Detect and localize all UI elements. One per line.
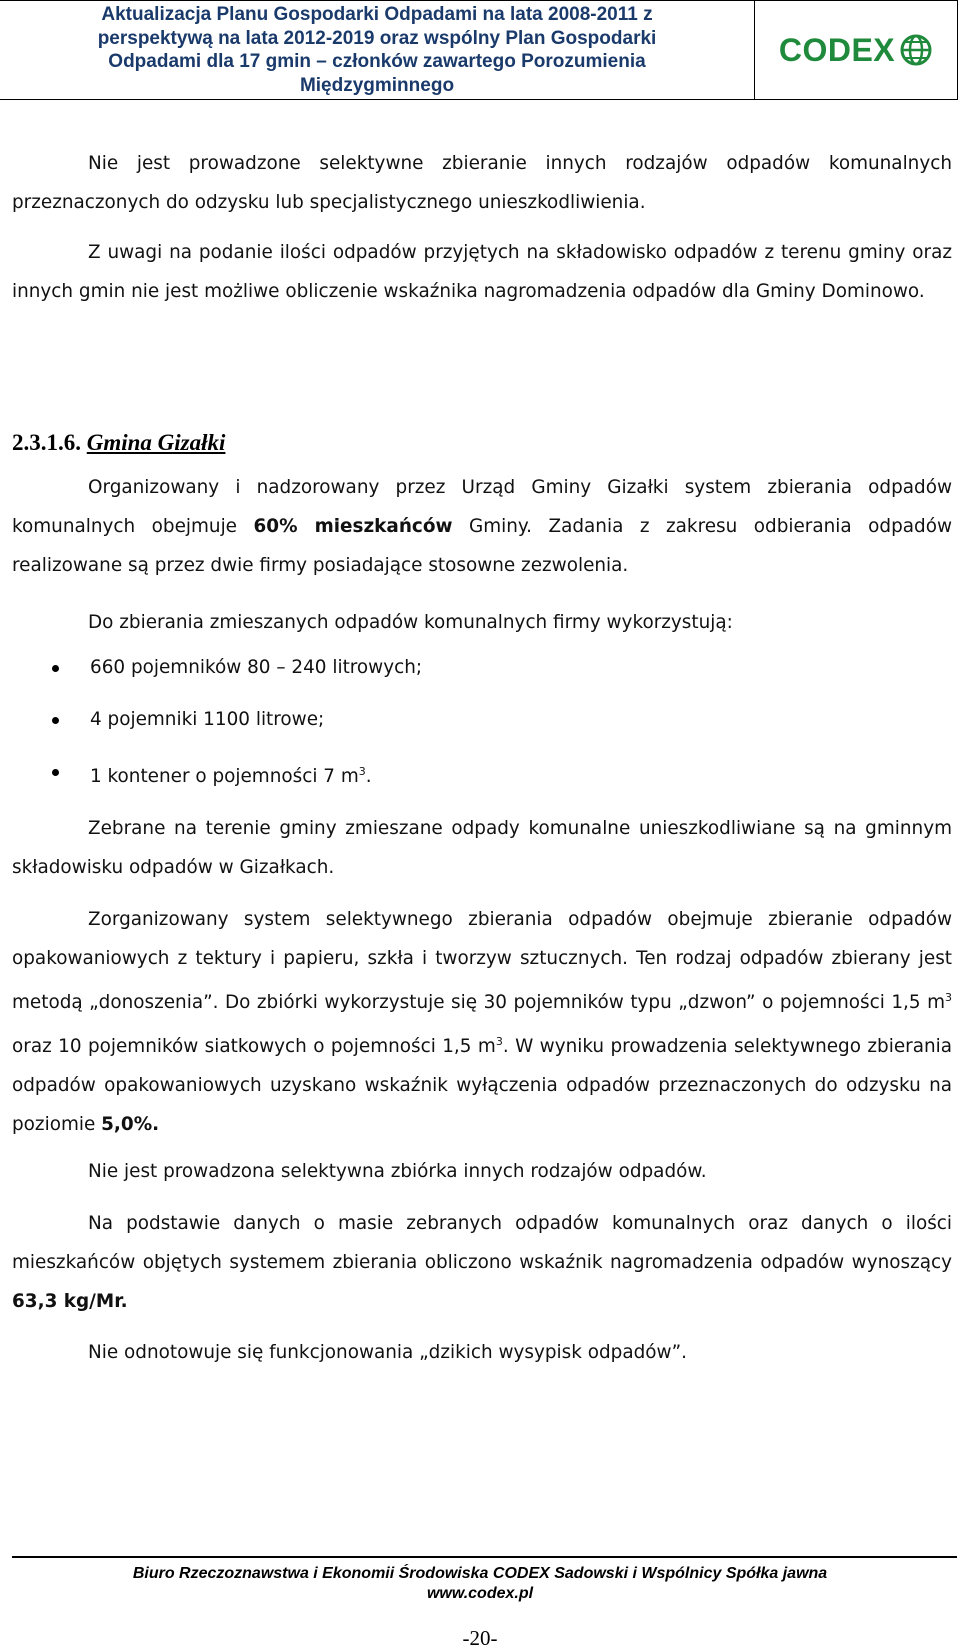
title-line: Międzygminnego <box>299 74 455 96</box>
footer-website: www.codex.pl <box>426 1585 534 1602</box>
list-item: 4 pojemniki 1100 litrowe; <box>12 705 952 757</box>
paragraph: Zebrane na terenie gminy zmieszane odpady komunalne unieszkodliwiane są na gminnym składowisku odpadów w Gizałkach. <box>12 818 952 878</box>
paragraph: Nie odnotowuje się funkcjonowania „dzikich wysypisk odpadów”. <box>88 1342 687 1363</box>
bullet-list <box>12 653 952 809</box>
bold-value: 60% mieszkańców <box>253 516 453 537</box>
bullet-icon <box>52 769 59 776</box>
title-line: perspektywą na lata 2012-2019 oraz wspólny Plan Gospodarki <box>97 27 657 49</box>
page-header <box>0 0 958 100</box>
paragraph: Zorganizowany system selektywnego zbierania odpadów obejmuje zbieranie odpadów opakowaniowych z tektury i papieru, szkła i tworzyw sztucznych. Ten rodzaj odpadów zbierany jest metodą „donoszenia”. Do zbiórki wykorzystuje się 30 pojemników typu „dzwon” o pojemności 1,5 $m^3$ oraz 10 pojemników siatkowych o pojemności 1,5 $m^3$. W wyniku prowadzenia selektywnego zbierania odpadów opakowaniowych uzyskano wskaźnik wyłączenia odpadów przeznaczonych do odzysku na poziomie 5,0%. <box>12 909 952 1136</box>
bullet-icon <box>52 717 59 724</box>
list-item: 660 pojemników 80 – 240 litrowych; <box>12 653 952 705</box>
list-item: 1 kontener o pojemności 7 $m^3$. <box>12 757 952 809</box>
footer-divider <box>12 1556 957 1558</box>
codex-logo <box>755 1 957 99</box>
bold-value: 63,3 kg/Mr. <box>12 1291 128 1312</box>
section-number: 2.3.1.6. <box>12 430 81 455</box>
bold-value: 5,0%. <box>101 1114 160 1136</box>
page-number: -20- <box>462 1626 498 1650</box>
globe-icon <box>899 33 933 67</box>
document-title <box>0 1 755 99</box>
paragraph: Na podstawie danych o masie zebranych odpadów komunalnych oraz danych o ilości mieszkańców objętych systemem zbierania obliczono wskaźnik nagromadzenia odpadów wynoszący 63,3 kg/Mr. <box>12 1213 952 1312</box>
paragraph: Z uwagi na podanie ilości odpadów przyjętych na składowisko odpadów z terenu gminy oraz innych gmin nie jest możliwe obliczenie wskaźnika nagromadzenia odpadów dla Gminy Dominowo. <box>12 242 952 302</box>
footer-company: Biuro Rzeczoznawstwa i Ekonomii Środowiska CODEX Sadowski i Wspólnicy Spółka jawna <box>132 1565 828 1582</box>
paragraph: Do zbierania zmieszanych odpadów komunalnych firmy wykorzystują: <box>88 612 733 633</box>
title-line: Odpadami dla 17 gmin – członków zawartego Porozumienia <box>108 51 646 72</box>
paragraph: Nie jest prowadzone selektywne zbieranie innych rodzajów odpadów komunalnych przeznaczonych do odzysku lub specjalistycznego unieszkodliwienia. <box>12 153 952 213</box>
paragraph: Nie jest prowadzona selektywna zbiórka innych rodzajów odpadów. <box>88 1161 707 1182</box>
title-line: Aktualizacja Planu Gospodarki Odpadami na lata 2008-2011 z <box>101 4 653 25</box>
section-title: Gmina Gizałki <box>86 430 226 455</box>
bullet-icon <box>52 665 59 672</box>
section-heading <box>12 430 225 456</box>
paragraph: Organizowany i nadzorowany przez Urząd Gminy Gizałki system zbierania odpadów komunalnych obejmuje 60% mieszkańców Gminy. Zadania z zakresu odbierania odpadów realizowane są przez dwie firmy posiadające stosowne zezwolenia. <box>12 477 952 576</box>
logo-text: CODEX <box>778 31 896 68</box>
